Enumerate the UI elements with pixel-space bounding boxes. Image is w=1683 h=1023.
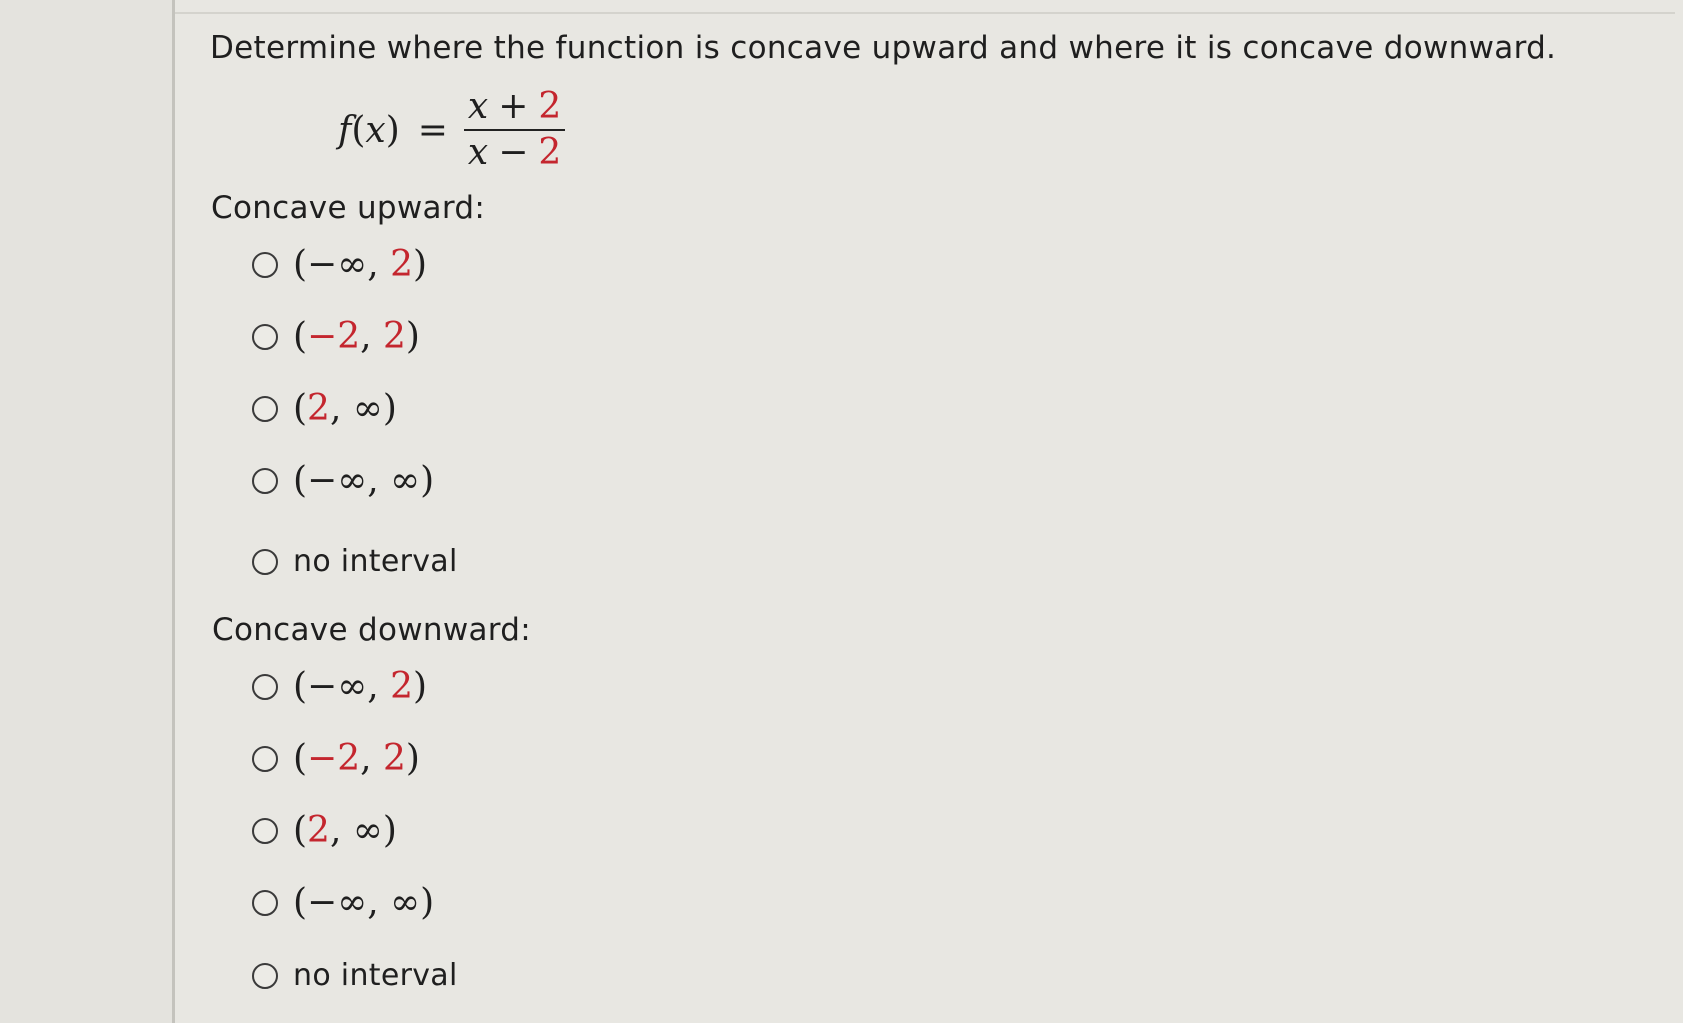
fraction	[464, 85, 565, 175]
no-interval-label: no interval	[293, 544, 458, 579]
radio-icon[interactable]	[252, 890, 278, 916]
function-name: f	[338, 109, 352, 151]
radio-icon[interactable]	[252, 818, 278, 844]
interval-label: (−∞, ∞)	[293, 460, 435, 501]
concave-downward-label: Concave downward:	[212, 612, 531, 648]
interval-label: (−∞, ∞)	[293, 882, 435, 923]
fraction-numerator: x + 2	[467, 86, 562, 127]
function-variable: x	[365, 109, 386, 151]
interval-label: (−∞, 2)	[293, 666, 428, 707]
downward-option-4[interactable]	[252, 882, 434, 923]
downward-option-1[interactable]	[252, 666, 427, 707]
no-interval-label: no interval	[293, 958, 458, 993]
top-divider	[175, 12, 1675, 14]
radio-icon[interactable]	[252, 324, 278, 350]
equals-sign: =	[417, 109, 448, 151]
interval-label: (−∞, 2)	[293, 244, 428, 285]
radio-icon[interactable]	[252, 746, 278, 772]
fraction-denominator: x − 2	[467, 132, 562, 173]
concave-upward-label: Concave upward:	[211, 190, 486, 226]
upward-option-none[interactable]	[252, 544, 458, 579]
radio-icon[interactable]	[252, 468, 278, 494]
radio-icon[interactable]	[252, 963, 278, 989]
radio-icon[interactable]	[252, 396, 278, 422]
panel-border	[172, 0, 175, 1023]
upward-option-4[interactable]	[252, 460, 434, 501]
interval-label: (−2, 2)	[293, 316, 420, 357]
upward-option-2[interactable]	[252, 316, 420, 357]
function-formula: f ( x ) = $\frac{x + 2}{x - 2}$	[338, 82, 565, 178]
downward-option-2[interactable]	[252, 738, 420, 779]
upward-option-3[interactable]	[252, 388, 397, 429]
left-gutter	[0, 0, 172, 1023]
radio-icon[interactable]	[252, 549, 278, 575]
upward-option-1[interactable]	[252, 244, 427, 285]
downward-option-3[interactable]	[252, 810, 397, 851]
interval-label: (2, ∞)	[293, 810, 397, 851]
downward-option-none[interactable]	[252, 958, 458, 993]
interval-label: (2, ∞)	[293, 388, 397, 429]
interval-label: (−2, 2)	[293, 738, 420, 779]
radio-icon[interactable]	[252, 252, 278, 278]
radio-icon[interactable]	[252, 674, 278, 700]
question-prompt: Determine where the function is concave upward and where it is concave downward.	[210, 30, 1557, 66]
